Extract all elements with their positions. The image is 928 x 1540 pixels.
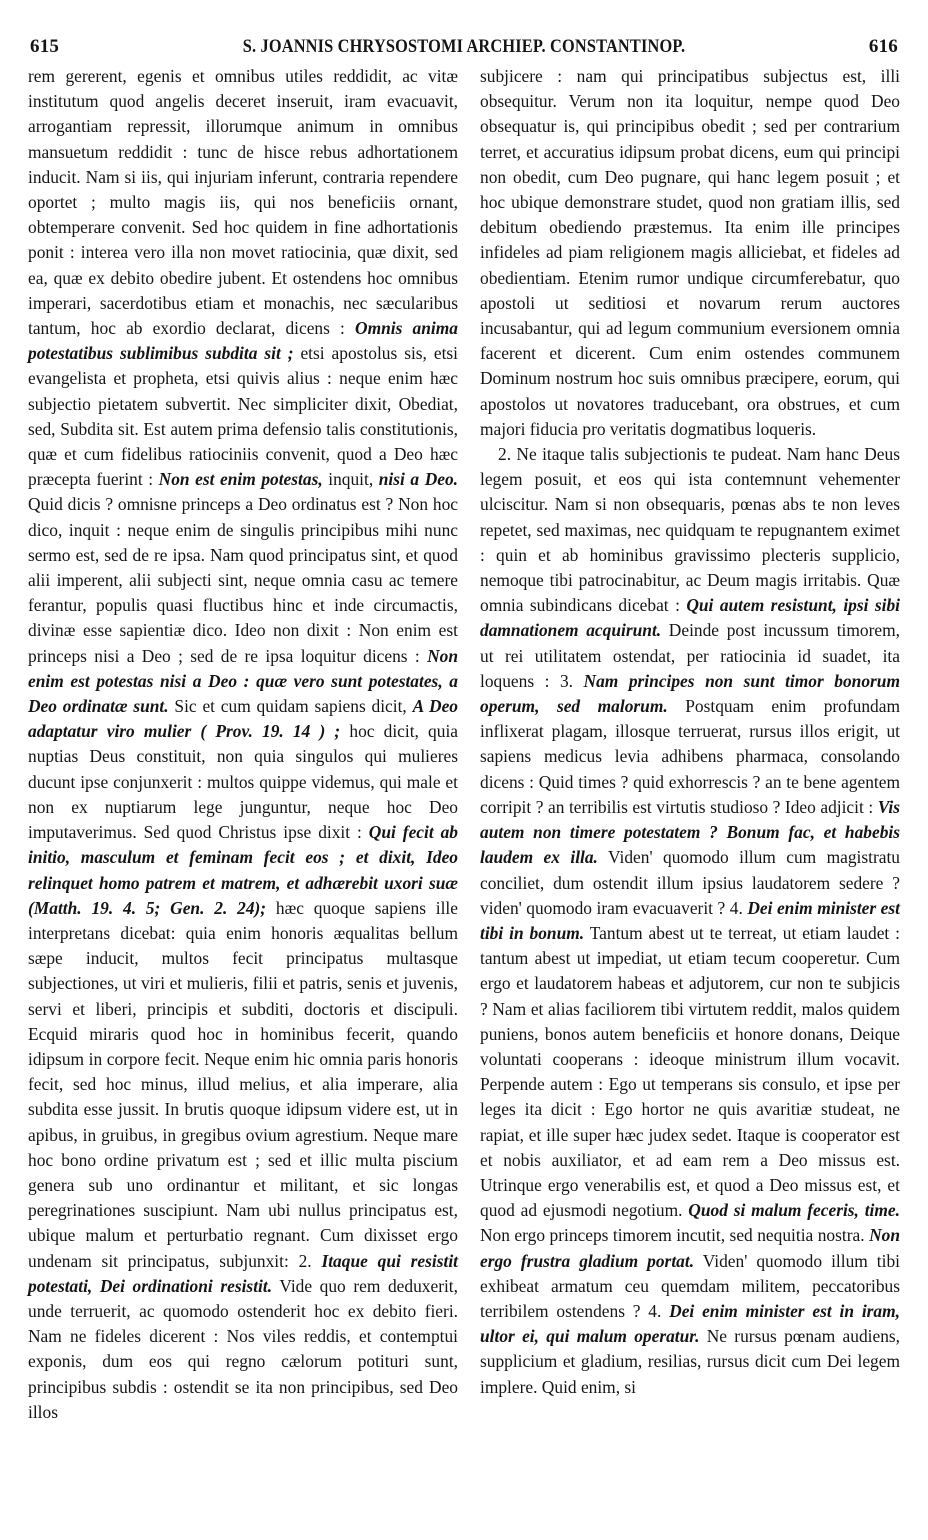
- body-text: inquit,: [322, 469, 379, 490]
- scripture-quote: Itaque qui resistit potestati, Dei ordinationi resistit.: [28, 1250, 458, 1296]
- scripture-quote: Dei enim minister est tibi in bonum.: [480, 897, 900, 943]
- page-number-left: 615: [30, 36, 60, 57]
- body-text: Quid dicis ? omnisne princeps a Deo ordinatus est ? Non hoc dico, inquit : neque enim de singulis principibus mihi nunc sermo est, sed de re ipsa. Nam quod principatus sint, et quod alii imperent, alii subjecti sint, neque omnia casu ac temere ferantur, populis quasi fluctibus hinc et inde circumactis, divinæ esse sapientiæ dico. Ideo non dixit : Non enim est princeps nisi a Deo ; sed de re ipsa loquitur dicens :: [28, 494, 458, 666]
- body-text: Tantum abest ut te terreat, ut etiam laudet : tantum abest ut impediat, ut etiam tecum cooperetur. Cum ergo et laudatorem habeas et adjutorem, cur non te subjicis ? Nam et alias faciliorem tibi virtutem reddit, malos quidem puniens, bonos autem beneficiis et honore donans, Deique voluntati cooperans : ideoque ministrum illum vocavit. Perpende autem : Ego ut temperans sis consulo, et ipse per leges ita dicit : Ego hortor ne quis avaritiæ studeat, ne rapiat, et ille super hæc judex sedet. Itaque is cooperator est et nobis auxiliator, et ad eam rem a Deo missus est. Utrinque ergo venerabilis est, et quod a Deo missus est, et quod ad ejusmodi negotium.: [480, 922, 900, 1221]
- body-text: rem gererent, egenis et omnibus utiles reddidit, ac vitæ institutum quod angelis deceret inseruit, iram evacuavit, arrogantiam repressit, illorumque animum in omnibus mansuetum reddidit : tunc de hisce rebus adhortationem inducit. Nam si iis, qui injuriam inferunt, contraria rependere oportet ; multo magis iis, qui nos beneficiis ornant, obtemperare convenit. Sed hoc quidem in fine adhortationis ponit : interea vero illa non movet ratiocinia, quæ dixit, sed ea, quæ ex debito obedire jubent. Et ostendens hoc omnibus imperari, sacerdotibus etiam et monachis, nec sæcularibus tantum, hoc ab exordio declarat, dicens :: [28, 66, 458, 339]
- scripture-quote: A Deo adaptatur viro mulier ( Prov. 19. 14 ) ;: [28, 696, 458, 742]
- body-text: Viden' quomodo illum cum magistratu conciliet, dum ostendit illum ipsius laudatorem sedere ? viden' quomodo iram evacuaverit ? 4.: [480, 847, 901, 918]
- scripture-quote: Quod si malum feceris, time.: [688, 1200, 900, 1221]
- scripture-quote: Vis autem non timere potestatem ? Bonum fac, et habebis laudem ex illa.: [480, 796, 900, 868]
- body-text: subjicere : nam qui principatibus subjectus est, illi obsequitur. Verum non ita loquitur, nempe quod Deo obsequatur is, qui principibus obedit ; sed per contrarium terret, et accuratius idipsum probat dicens, eum qui principi non obedit, cum Deo pugnare, qui hanc legem posuit ; et hoc ubique demonstrare studet, quod non gratiam illis, sed debitum obediendo præstemus. Ita enim ille principes infideles ad piam religionem magis alliciebat, et fideles ad obedientiam. Etenim rumor undique circumferebatur, quo apostoli ut seditiosi et novarum rerum auctores incusabantur, qui ad legum communium eversionem omnia facerent et dicerent. Cum enim ostendes communem Dominum nostrum hoc suis omnibus præcipere, eorum, qui apostolos ut novatores traducebant, ora obstrues, et cum majori fiducia pro veritatis dogmatibus loqueris.: [480, 66, 900, 439]
- body-text: Viden' quomodo illum tibi exhibeat armatum ceu quemdam militem, peccatoribus terribilem ostendens ? 4.: [480, 1250, 900, 1321]
- scripture-quote: Qui autem resistunt, ipsi sibi damnationem acquirunt.: [480, 595, 900, 641]
- left-column-text: [28, 64, 458, 1425]
- scripture-quote: Qui fecit ab initio, masculum et feminam fecit eos ; et dixit, Ideo relinquet homo patrem et matrem, et adhærebit uxori suæ (Matth. 19. 4. 5; Gen. 2. 24);: [28, 822, 459, 918]
- body-text: hæc quoque sapiens ille interpretans dicebat: quia enim honoris æqualitas bellum sæpe inducit, multos fecit principatus multasque subjectiones, ut viri et mulieris, filii et patris, senis et juvenis, servi et liberi, principis et subditi, doctoris et discipuli. Ecquid miraris quod hoc in hominibus fecerit, quando idipsum in corpore fecit. Neque enim hic omnia paris honoris fecit, sed hoc minus, illud melius, et alia imperare, alia subdita esse jussit. In brutis quoque idipsum videre est, ut in apibus, in gruibus, in gregibus ovium agrestium. Neque mare hoc bono ordine privatum est ; sed et illic multa piscium genera sub uno ordinantur et militant, et sic longas peregrinationes suscipiunt. Nam ubi nullus principatus est, ubique malum et perturbatio regnant. Cum dixisset ergo undenam sit principatus, subjunxit: 2.: [28, 897, 458, 1271]
- body-text: hoc dicit, quia nuptias Deus constituit, non quia singulos qui mulieres ducunt ipse conjunxerit : multos quippe videmus, qui male et non ex nuptiarum lege junguntur, neque hoc Deo imputaverimus. Sed quod Christus ipse dixit :: [28, 721, 458, 843]
- body-text: Non ergo princeps timorem incutit, sed nequitia nostra.: [480, 1225, 870, 1246]
- right-column-paragraph-1: [480, 64, 900, 442]
- body-text: Deinde post incussum timorem, ut rei utilitatem ostendat, per ratiocinia id suadet, ita loquens : 3.: [480, 620, 900, 691]
- scripture-quote: Nam principes non sunt timor bonorum operum, sed malorum.: [480, 670, 900, 717]
- scripture-quote: Omnis anima potestatibus sublimibus subdita sit ;: [28, 318, 458, 364]
- running-title: S. JOANNIS CHRYSOSTOMI ARCHIEP. CONSTANTINOP.: [242, 36, 686, 57]
- body-text: etsi apostolus sis, etsi evangelista et propheta, etsi quivis alius : neque enim hæc subjectio pietatem subvertit. Nec simpliciter dixit, Obediat, sed, Subdita sit. Est autem prima defensio talis constitutionis, quæ et cum fidelibus ratiociniis convenit, quod a Deo hæc præcepta fuerint :: [28, 343, 458, 490]
- right-column: [480, 64, 900, 1400]
- scripture-quote: Dei enim minister est in iram, ultor ei, qui malum operatur.: [480, 1300, 900, 1347]
- body-text: Postquam enim profundam inflixerat plagam, illosque terruerat, rursus illos erigit, ut sapiens medicus levia adhibens pharmaca, consolando dicens : Quid times ? quid exhorrescis ? an te bene agentem corripit ? an terribilis est virtutis studioso ? Ideo adjicit :: [480, 696, 900, 817]
- page-number-right: 616: [868, 36, 898, 57]
- scripture-quote: Non est enim potestas,: [158, 469, 323, 490]
- running-head: [30, 36, 898, 60]
- scripture-quote: Non ergo frustra gladium portat.: [480, 1225, 900, 1271]
- body-text: Ne rursus pœnam audiens, supplicium et gladium, resilias, rursus dicit cum Dei legem implere. Quid enim, si: [480, 1326, 900, 1397]
- left-column: [28, 64, 458, 1425]
- body-text: Vide quo rem deduxerit, unde terruerit, ac quomodo ostenderit hoc ex debito fieri. Nam ne fideles dicerent : Nos viles reddis, et contemptui exponis, dum eos qui regno cælorum potituri sunt, principibus subdis : ostendit se ita non principibus, sed Deo illos: [28, 1275, 458, 1422]
- body-text: 2. Ne itaque talis subjectionis te pudeat. Nam hanc Deus legem posuit, et eos qui ista contemnunt vehementer ulciscitur. Nam si non obsequaris, pœnas abs te non leves repetet, sed maximas, nec quidquam te repugnantem eximet : quin et ab hominibus gravissimo plecteris supplicio, nemoque tibi patrocinabitur, ac Deum magis irritabis. Quæ omnia subindicans dicebat :: [480, 444, 900, 616]
- right-column-paragraph-2: [480, 442, 900, 1400]
- body-text: Sic et cum quidam sapiens dicit,: [168, 696, 413, 717]
- scripture-quote: Non enim est potestas nisi a Deo : quæ vero sunt potestates, a Deo ordinatæ sunt.: [28, 645, 458, 717]
- scripture-quote: nisi a Deo.: [378, 469, 459, 490]
